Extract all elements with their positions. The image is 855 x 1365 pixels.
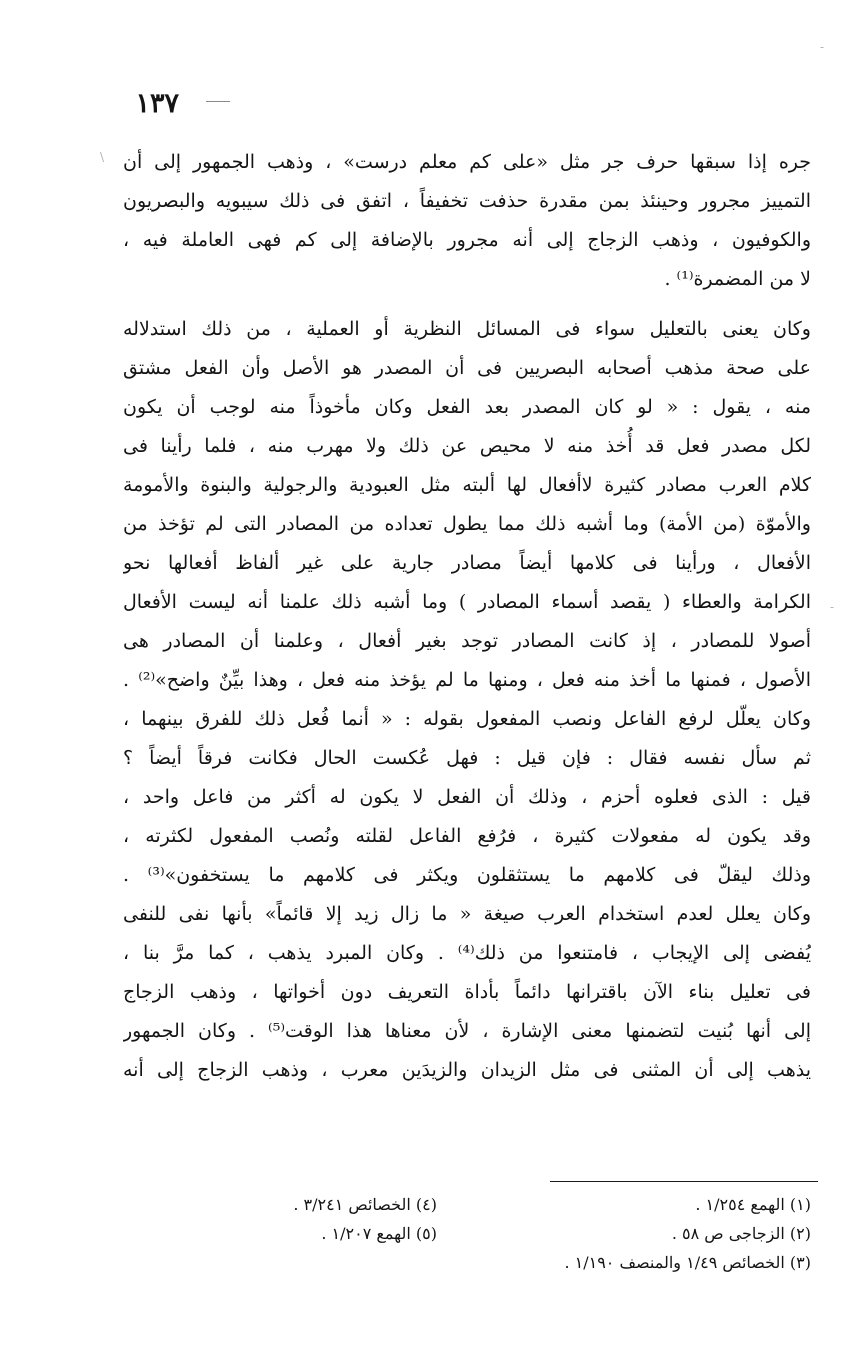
text-line: التمييز مجرور وحينئذ بمن مقدرة حذفت تخفيفاً ، اتفق فى ذلك سيبويه والبصريون [123,190,811,212]
margin-mark: - [830,600,835,614]
text-line: أصولا للمصادر ، إذ كانت المصادر توجد بغير أفعال ، وعلمنا أن المصادر هى [123,630,811,652]
footnotes-column-left [197,1190,437,1248]
footnote: (٤) الخصائص ٣/٢٤١ . [293,1195,437,1214]
page-number-rule [206,101,230,102]
text-line: وذلك ليقلّ فى كلامهم ما يستثقلون ويكثر فى كلامهم ما يستخفون»⁽³⁾ . [123,864,811,886]
footnote: (٢) الزجاجى ص ٥٨ . [671,1224,811,1243]
text-line: كلام العرب مصادر كثيرة لاأفعال لها ألبته مثل العبودية والرجولية والبنوة والأمومة [123,474,811,496]
text-line: منه ، يقول : « لو كان المصدر بعد الفعل وكان مأخوذاً منه لوجب أن يكون [123,396,811,418]
page-number: ١٣٧ [135,88,179,119]
text-line: والكوفيون ، وذهب الزجاج إلى أنه مجرور بالإضافة إلى كم فهى العاملة فيه ، [123,229,811,251]
text-line: لا من المضمرة⁽¹⁾ . [664,268,811,290]
text-line: جره إذا سبقها حرف جر مثل «على كم معلم درست» ، وذهب الجمهور إلى أن [123,151,811,173]
text-line: وكان يعلل لعدم استخدام العرب صيغة « ما زال زيد إلا قائماً» بأنها نفى للنفى [123,903,811,925]
footnotes-column-right [481,1190,811,1277]
margin-mark: \ [100,150,105,164]
text-line: يذهب إلى أن المثنى فى مثل الزيدان والزيدَين معرب ، وذهب الزجاج إلى أنه [123,1059,811,1081]
text-line: فى تعليل بناء الآن باقترانها دائماً بأداة التعريف دون أخواتها ، وذهب الزجاج [123,981,811,1003]
body-text [123,143,811,1090]
text-line: والأموّة (من الأمة) وما أشبه ذلك مما يطول تعداده من المصادر التى لم تؤخذ من [123,513,811,535]
text-line: وكان يعلّل لرفع الفاعل ونصب المفعول بقوله : « أنما فُعل ذلك للفرق بينهما ، [123,708,811,730]
text-line: قيل : الذى فعلوه أحزم ، وذلك أن الفعل لا يكون له أكثر من فاعل واحد ، [123,786,811,808]
margin-mark: ‐ [820,40,825,54]
text-line: على صحة مذهب أصحابه البصريين فى أن المصدر هو الأصل وأن الفعل مشتق [123,357,811,379]
text-line: وكان يعنى بالتعليل سواء فى المسائل النظرية أو العملية ، من ذلك استدلاله [123,318,811,340]
text-line: الكرامة والعطاء ( يقصد أسماء المصادر ) وما أشبه ذلك علمنا أنه ليست الأفعال [123,591,811,613]
footnote: (٥) الهمع ١/٢٠٧ . [321,1224,437,1243]
text-line: يُفضى إلى الإيجاب ، فامتنعوا من ذلك⁽⁴⁾ . وكان المبرد يذهب ، كما مرَّ بنا ، [123,942,811,964]
text-line: إلى أنها بُنيت لتضمنها معنى الإشارة ، لأن معناها هذا الوقت⁽⁵⁾ . وكان الجمهور [123,1020,811,1042]
text-line: الأفعال ، ورأينا فى كلامها أيضاً مصادر جارية على غير ألفاظ أفعالها نحو [123,552,811,574]
text-line: لكل مصدر فعل قد أُخذ منه لا محيص عن ذلك ولا مهرب منه ، فلما رأينا فى [123,435,811,457]
footnote: (٣) الخصائص ١/٤٩ والمنصف ١/١٩٠ . [564,1253,811,1272]
text-line: الأصول ، فمنها ما أخذ منه فعل ، ومنها ما لم يؤخذ منه فعل ، وهذا بيِّنٌ واضح»⁽²⁾ . [123,669,811,691]
text-line: ثم سأل نفسه فقال : فإن قيل : فهل عُكست الحال فكانت فرقاً أيضاً ؟ [123,747,811,769]
footnote-separator [550,1181,818,1182]
footnote: (١) الهمع ١/٢٥٤ . [695,1195,811,1214]
text-line: وقد يكون له مفعولات كثيرة ، فرُفع الفاعل لقلته ونُصب المفعول لكثرته ، [123,825,811,847]
